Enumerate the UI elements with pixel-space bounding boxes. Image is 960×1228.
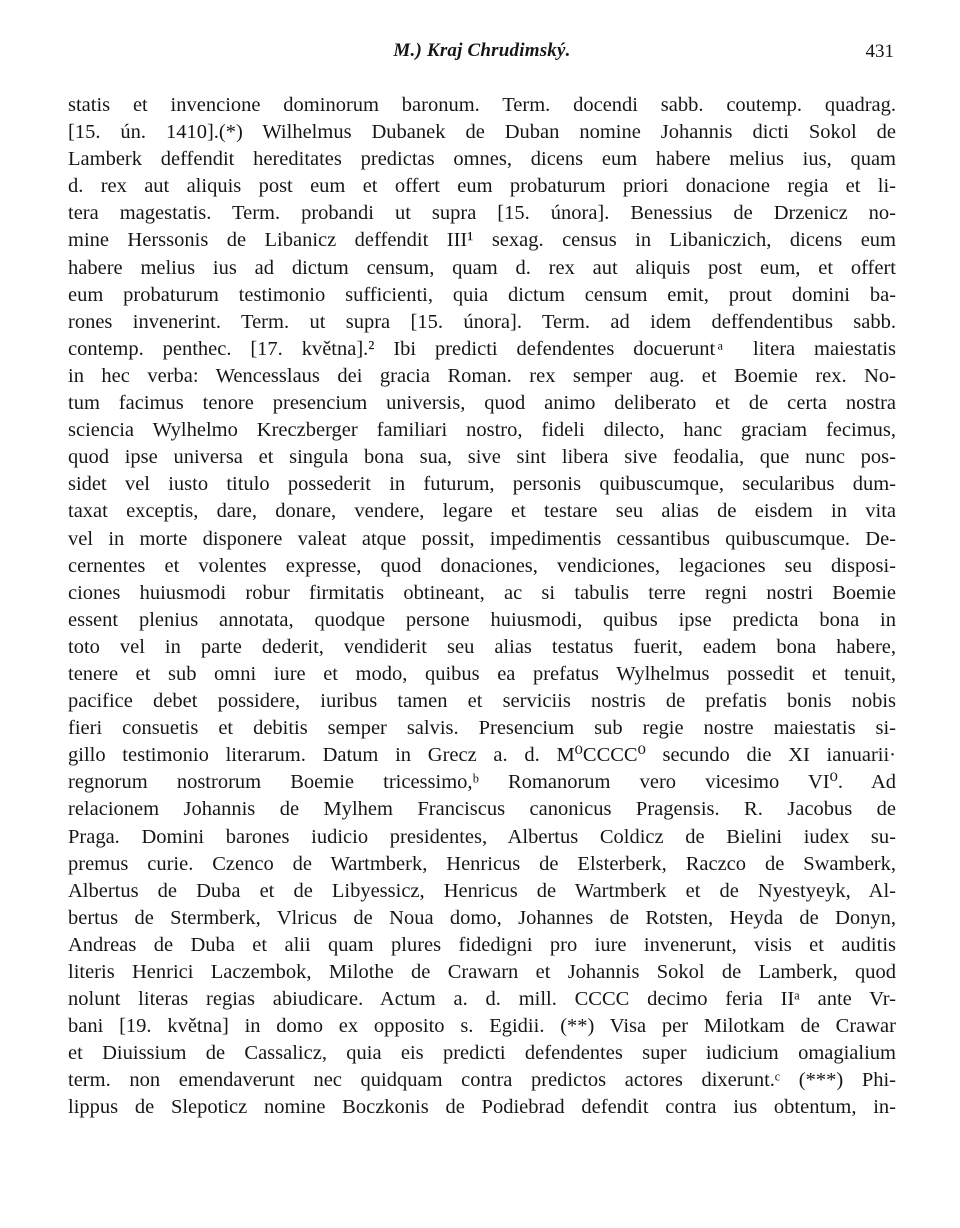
- text-line: essent plenius annotata, quodque persone huiusmodi, quibus ipse predicta bona in: [68, 608, 896, 631]
- text-line: lippus de Slepoticz nomine Boczkonis de Podiebrad defendit contra ius obtentum, in-: [68, 1096, 896, 1119]
- text-line: tenere et sub omni iure et modo, quibus ea prefatus Wylhelmus possedit et tenuit,: [68, 662, 896, 685]
- text-line: cernentes et volentes expresse, quod donaciones, vendiciones, legaciones seu disposi-: [68, 554, 896, 577]
- text-line: vel in morte disponere valeat atque possit, impedimentis cessantibus quibuscumque. De-: [68, 527, 896, 550]
- text-line: mine Herssonis de Libanicz deffendit III¹ sexag. census in Libaniczich, dicens eum: [68, 229, 896, 252]
- text-line: sidet vel iusto titulo possederit in futurum, personis quibuscumque, secularibus dum-: [68, 473, 896, 496]
- text-line: relacionem Johannis de Mylhem Franciscus canonicus Pragensis. R. Jacobus de: [68, 798, 896, 821]
- body-text: [68, 92, 896, 1122]
- text-line: habere melius ius ad dictum censum, quam d. rex aut aliquis post eum, et offert: [68, 256, 896, 279]
- running-title: M.) Kraj Chrudimský.: [393, 40, 571, 61]
- text-line: rones invenerint. Term. ut supra [15. února]. Term. ad idem deffendentibus sabb.: [68, 310, 896, 333]
- text-line: et Diuissium de Cassalicz, quia eis predicti defendentes super iudicium omagialium: [68, 1042, 896, 1065]
- text-line: tum facimus tenore presencium universis, quod animo deliberato et de certa nostra: [68, 392, 896, 415]
- text-line: bertus de Stermberk, Vlricus de Noua domo, Johannes de Rotsten, Heyda de Donyn,: [68, 906, 896, 929]
- text-line: d. rex aut aliquis post eum et offert eum probaturum priori donacione regia et li-: [68, 175, 896, 198]
- text-line: eum probaturum testimonio sufficienti, quia dictum censum emit, prout domini ba-: [68, 283, 896, 306]
- text-line: fieri consuetis et debitis semper salvis. Presencium sub regie nostre maiestatis si-: [68, 717, 896, 740]
- text-line: Praga. Domini barones iudicio presidentes, Albertus Coldicz de Bielini iudex su-: [68, 825, 896, 848]
- text-line: regnorum nostrorum Boemie tricessimo,ᵇ Romanorum vero vicesimo VI⁰. Ad: [68, 771, 896, 794]
- text-line: toto vel in parte dederit, vendiderit seu alias testatus fuerit, eadem bona habere,: [68, 635, 896, 658]
- text-line: statis et invencione dominorum baronum. Term. docendi sabb. coutemp. quadrag.: [68, 94, 896, 116]
- text-line: literis Henrici Laczembok, Milothe de Crawarn et Johannis Sokol de Lamberk, quod: [68, 961, 896, 983]
- text-line: quod ipse universa et singula bona sua, sive sint libera sive feodalia, que nunc pos-: [68, 446, 896, 469]
- text-line: contemp. penthec. [17. května].² Ibi predicti defendentes docuerunt ͣ litera maiestatis: [68, 337, 896, 360]
- text-line: Lamberk deffendit hereditates predictas omnes, dicens eum habere melius ius, quam: [68, 148, 896, 171]
- page-number: 431: [865, 41, 894, 62]
- text-line: Albertus de Duba et de Libyessicz, Henricus de Wartmberk et de Nyestyeyk, Al-: [68, 879, 896, 902]
- text-line: tera magestatis. Term. probandi ut supra [15. února]. Benessius de Drzenicz no-: [68, 202, 896, 225]
- text-line: taxat exceptis, dare, donare, vendere, legare et testare seu alias de eisdem in vita: [68, 500, 896, 523]
- text-line: ciones huiusmodi robur firmitatis obtineant, ac si tabulis terre regni nostri Boemie: [68, 581, 896, 604]
- text-line: in hec verba: Wencesslaus dei gracia Roman. rex semper aug. et Boemie rex. No-: [68, 364, 896, 387]
- text-line: [15. ún. 1410].(*) Wilhelmus Dubanek de Duban nomine Johannis dicti Sokol de: [68, 121, 896, 144]
- text-line: gillo testimonio literarum. Datum in Grecz a. d. M⁰CCCC⁰ secundo die XI ianuarii·: [68, 744, 896, 767]
- running-head: [68, 40, 896, 70]
- text-line: pacifice debet possidere, iuribus tamen et serviciis nostris de prefatis bonis nobis: [68, 690, 896, 713]
- text-line: sciencia Wylhelmo Kreczberger familiari nostro, fideli dilecto, hanc graciam fecimus,: [68, 419, 896, 442]
- text-line: Andreas de Duba et alii quam plures fidedigni pro iure invenerunt, visis et auditis: [68, 933, 896, 956]
- text-line: bani [19. května] in domo ex opposito s. Egidii. (**) Visa per Milotkam de Crawar: [68, 1015, 896, 1038]
- text-line: premus curie. Czenco de Wartmberk, Henricus de Elsterberk, Raczco de Swamberk,: [68, 852, 896, 875]
- text-line: nolunt literas regias abiudicare. Actum a. d. mill. CCCC decimo feria IIᵃ ante Vr-: [68, 988, 896, 1011]
- text-line: term. non emendaverunt nec quidquam contra predictos actores dixerunt.ᶜ (***) Phi-: [68, 1069, 896, 1092]
